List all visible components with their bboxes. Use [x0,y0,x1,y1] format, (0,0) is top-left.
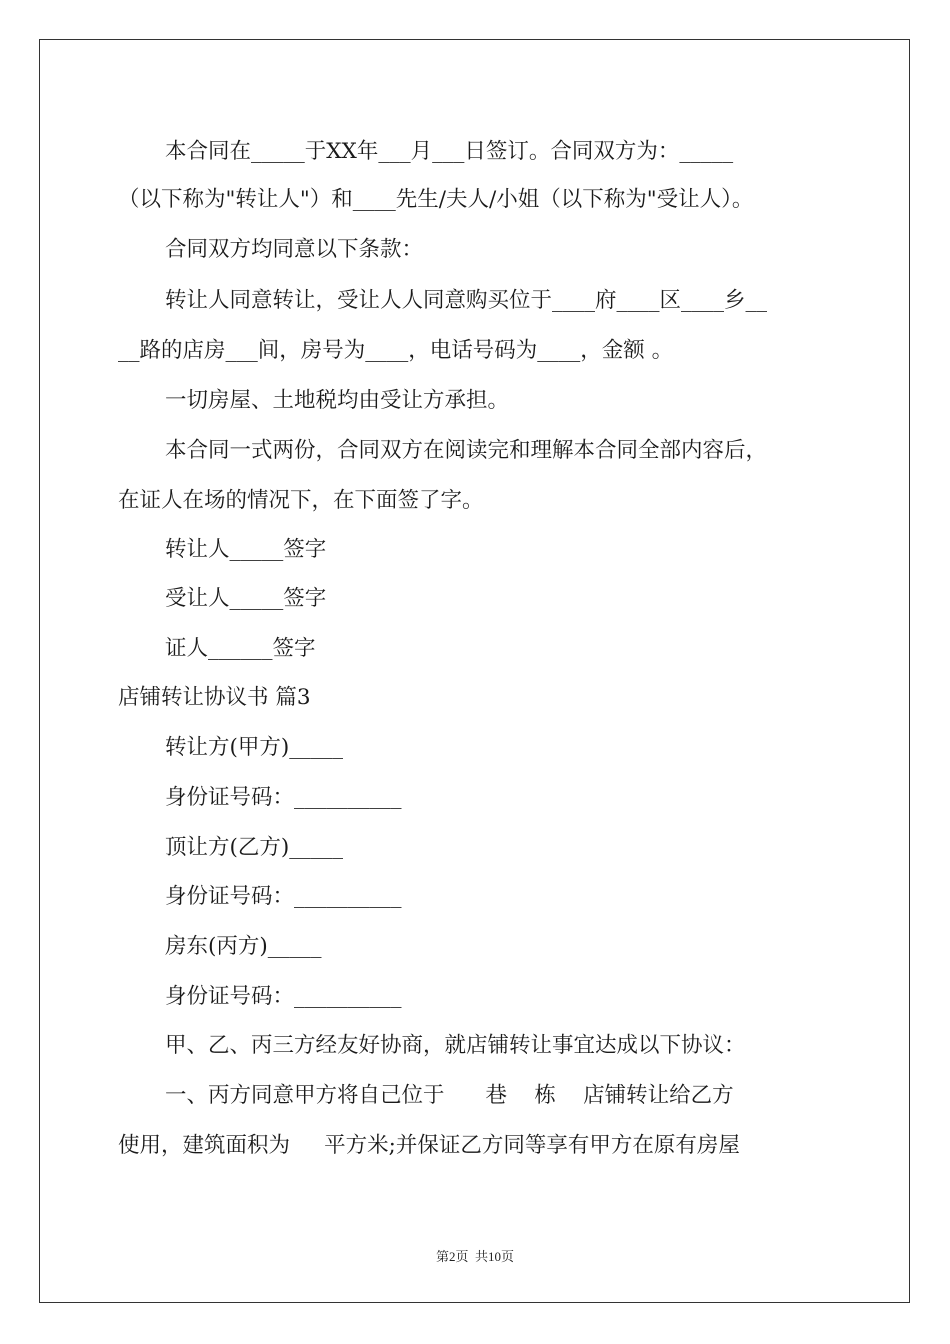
page-border [39,39,910,1303]
paragraph-line: 本合同在_____于XX年___月___日签订。合同双方为：_____ [165,139,734,164]
party-line: 转让方(甲方)_____ [165,735,344,760]
paragraph-line: 一切房屋、土地税均由受让方承担。 [165,388,510,413]
paragraph-line: 甲、乙、丙三方经友好协商，就店铺转让事宜达成以下协议： [165,1033,746,1058]
paragraph-line: （以下称为"转让人"）和____先生/夫人/小姐（以下称为"受让人）。 [118,187,754,212]
signature-line: 证人______签字 [165,636,316,661]
signature-line: 受让人_____签字 [165,586,327,611]
paragraph-line: 使用，建筑面积为 平方米;并保证乙方同等享有甲方在原有房屋 [118,1133,740,1158]
paragraph-line: 在证人在场的情况下，在下面签了字。 [118,488,484,513]
section-heading: 店铺转让协议书 篇3 [118,685,311,710]
signature-line: 转让人_____签字 [165,537,327,562]
page-footer: 第2页 共10页 [435,1249,514,1264]
id-number-line: 身份证号码：__________ [165,984,402,1009]
paragraph-line: 转让人同意转让，受让人人同意购买位于____府____区____乡__ [165,288,768,313]
paragraph-line: 合同双方均同意以下条款： [165,237,424,262]
id-number-line: 身份证号码：__________ [165,884,402,909]
paragraph-line: 一、丙方同意甲方将自己位于 巷 栋 店铺转让给乙方 [165,1083,734,1108]
id-number-line: 身份证号码：__________ [165,785,402,810]
party-line: 顶让方(乙方)_____ [165,835,344,860]
party-line: 房东(丙方)_____ [165,934,322,959]
paragraph-line: __路的店房___间，房号为____，电话号码为____，金额 。 [118,338,674,363]
paragraph-line: 本合同一式两份，合同双方在阅读完和理解本合同全部内容后， [165,438,768,463]
